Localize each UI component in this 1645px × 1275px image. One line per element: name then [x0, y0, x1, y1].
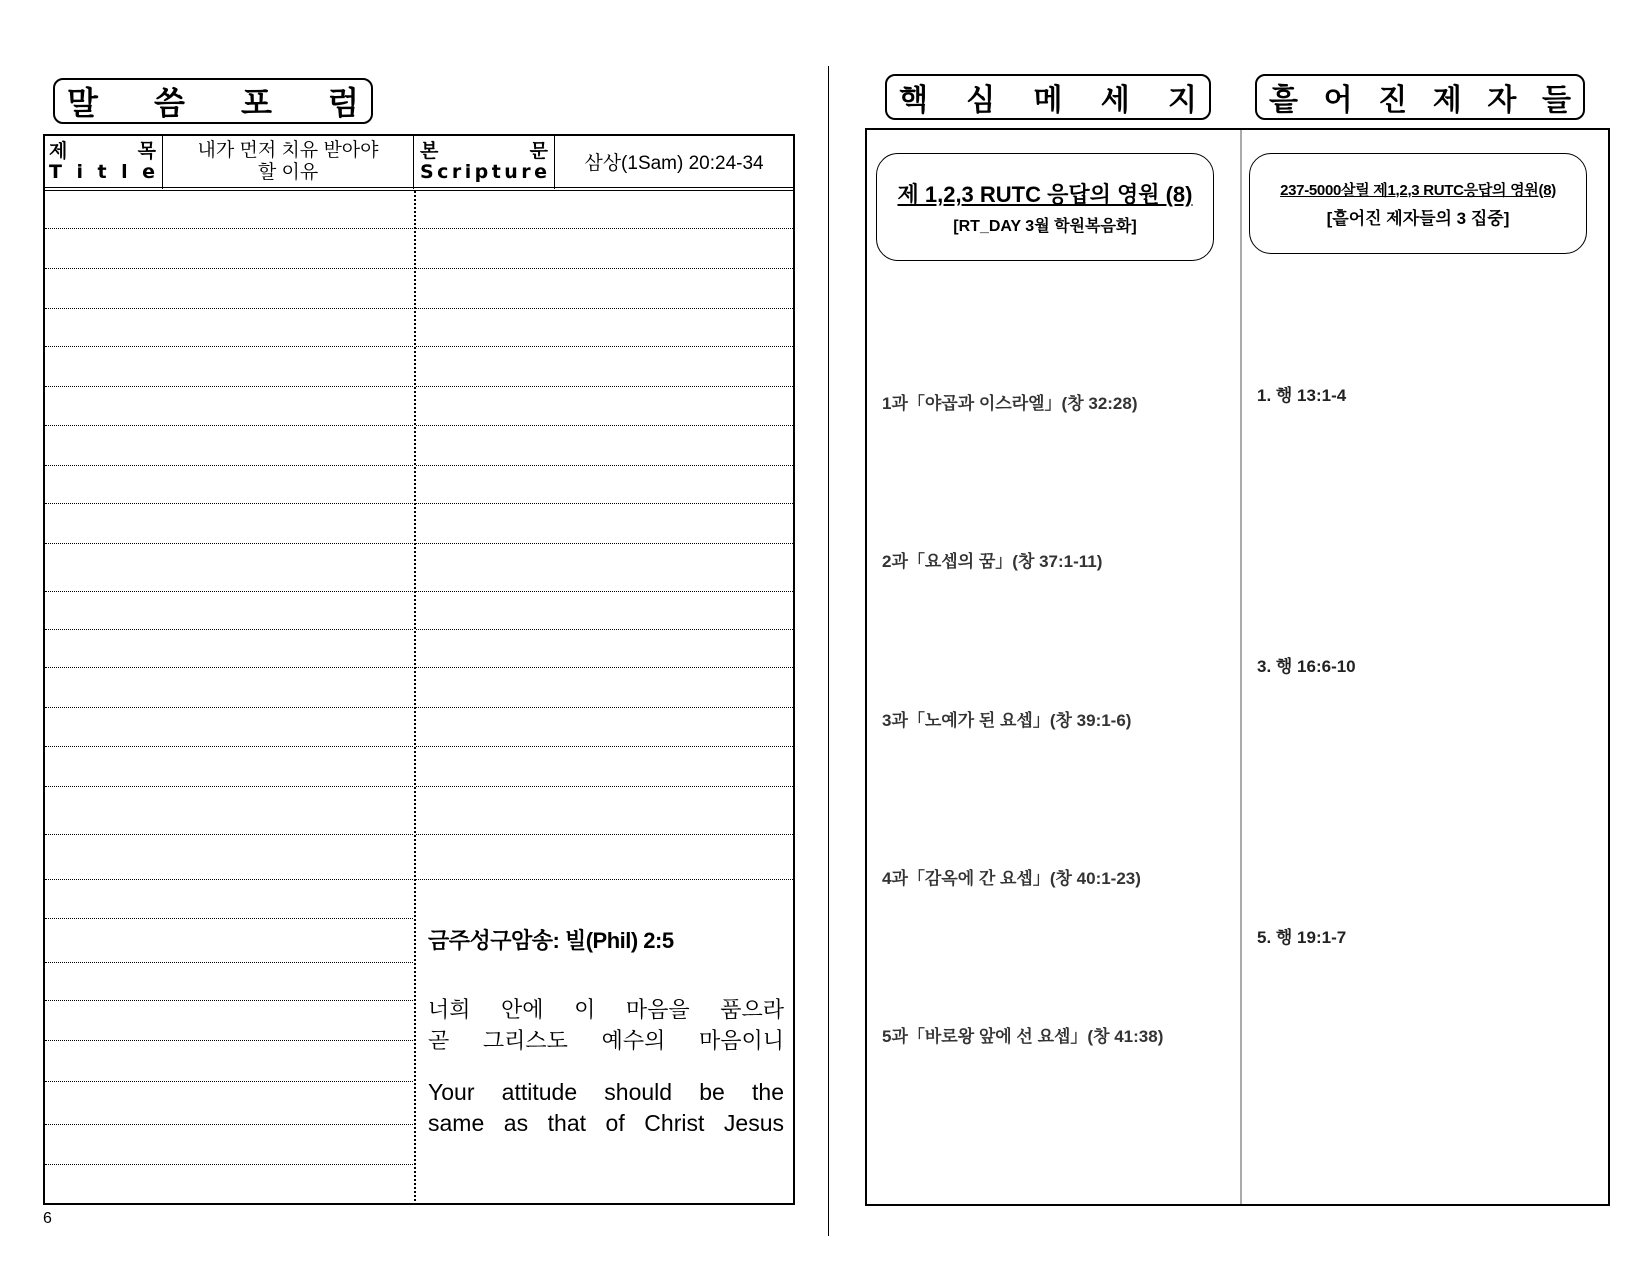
scripture-label-en-char: i [464, 160, 473, 183]
note-line [416, 543, 793, 544]
heading-char: 메 [1033, 83, 1063, 118]
memory-verse-korean [428, 995, 784, 1057]
header-double-rule [43, 187, 795, 191]
note-line [45, 465, 413, 466]
note-line [45, 1081, 413, 1082]
title-label-en-char: l [121, 160, 129, 183]
scripture-label-en-char: p [474, 160, 490, 183]
scripture-label-en-char: r [451, 160, 463, 183]
note-line [45, 962, 413, 963]
heading-char: 포 [241, 84, 272, 122]
note-line [45, 386, 413, 387]
lesson-item: 5과「바로왕 앞에 선 요셉」(창 41:38) [882, 1027, 1164, 1046]
page-gutter-line [828, 66, 829, 1236]
title-label-en-char: T [49, 160, 63, 183]
scripture-label-en-char: e [534, 160, 548, 183]
note-line [45, 268, 413, 269]
note-line [45, 1040, 413, 1041]
heading-char: 말 [67, 84, 98, 122]
sermon-title-line: 할 이유 [257, 161, 319, 183]
note-line [45, 879, 413, 880]
heading-char: 자 [1487, 83, 1517, 118]
heading-char: 진 [1378, 83, 1408, 118]
core-message-subtitle: [RT_DAY 3월 학원복음화] [953, 218, 1137, 235]
scripture-label-en-char: S [420, 160, 435, 183]
heading-char: 럼 [328, 84, 359, 122]
note-line [45, 503, 413, 504]
note-line [416, 308, 793, 309]
note-line [45, 667, 413, 668]
heading-char: 들 [1541, 83, 1571, 118]
note-line [416, 228, 793, 229]
note-line [416, 707, 793, 708]
notes-column-divider [414, 191, 416, 1205]
note-line [416, 268, 793, 269]
scripture-label-en-char: t [491, 160, 502, 183]
scripture-label-en-char: c [437, 160, 450, 183]
sermon-title-line: 내가 먼저 치유 받아야 [197, 139, 379, 161]
note-line [45, 591, 413, 592]
memory-verse-en-line: Your attitude should be the [428, 1079, 784, 1105]
heading-char: 지 [1168, 83, 1197, 118]
outline-column-divider [1240, 130, 1242, 1204]
scattered-disciples-subtitle: [흩어진 제자들의 3 집중] [1326, 208, 1510, 228]
lesson-item: 3과「노예가 된 요셉」(창 39:1-6) [882, 711, 1132, 730]
note-line [45, 1164, 413, 1165]
lesson-item: 4과「감옥에 간 요셉」(창 40:1-23) [882, 869, 1141, 888]
heading-char: 제 [1432, 83, 1462, 118]
lesson-item: 2과「요셉의 꿈」(창 37:1-11) [882, 552, 1103, 571]
lesson-item: 1과「야곱과 이스라엘」(창 32:28) [882, 394, 1138, 413]
memory-verse [428, 924, 784, 1139]
note-line [416, 425, 793, 426]
memory-verse-en-line: same as that of Christ Jesus [428, 1110, 784, 1136]
heading-char: 흩 [1269, 83, 1298, 118]
note-line [45, 746, 413, 747]
scattered-disciples-heading [1255, 74, 1585, 120]
note-line [45, 425, 413, 426]
note-line [45, 308, 413, 309]
note-line [416, 834, 793, 835]
title-label-en-char: e [142, 160, 156, 183]
scripture-label-ko-char: 본 [420, 139, 439, 162]
memory-verse-ko-line: 너희 안에 이 마음을 품으라 [428, 998, 784, 1023]
title-label-cell [43, 134, 163, 189]
heading-char: 심 [966, 83, 996, 118]
note-line [45, 1124, 413, 1125]
note-line [45, 346, 413, 347]
note-line [416, 667, 793, 668]
scripture-value-cell [555, 134, 793, 189]
page-number: 6 [43, 1210, 52, 1227]
note-line [416, 786, 793, 787]
scattered-disciples-box [1249, 153, 1587, 254]
sermon-forum-heading [53, 78, 373, 124]
note-line [45, 228, 413, 229]
note-line [416, 386, 793, 387]
acts-reference: 1. 행 13:1-4 [1257, 386, 1347, 405]
memory-verse-ko-line: 곧 그리스도 예수의 마음이니 [428, 1029, 784, 1054]
note-line [45, 834, 413, 835]
note-line [45, 543, 413, 544]
note-line [45, 918, 413, 919]
title-label-en-char: t [97, 160, 108, 183]
note-line [416, 503, 793, 504]
scripture-label-ko-char: 문 [529, 139, 548, 162]
scripture-label-cell [414, 134, 555, 189]
scattered-disciples-title: 237-5000살릴 제1,2,3 RUTC응답의 영원(8) [1280, 181, 1556, 199]
memory-verse-english [428, 1077, 784, 1139]
scripture-value: 삼상(1Sam) 20:24-34 [584, 153, 764, 174]
note-line [45, 629, 413, 630]
core-message-heading [885, 74, 1211, 120]
sermon-header-row [43, 134, 795, 189]
core-message-box [876, 153, 1214, 261]
note-line [416, 629, 793, 630]
note-line [45, 707, 413, 708]
acts-reference: 3. 행 16:6-10 [1257, 657, 1356, 676]
note-line [416, 346, 793, 347]
note-line [416, 591, 793, 592]
sermon-title-cell [163, 134, 414, 189]
heading-char: 세 [1100, 83, 1130, 118]
note-line [416, 465, 793, 466]
title-label-ko-char: 제 [49, 139, 68, 162]
scripture-label-en-char: u [504, 160, 519, 183]
heading-char: 씀 [154, 84, 185, 122]
acts-reference: 5. 행 19:1-7 [1257, 928, 1347, 947]
note-line [416, 746, 793, 747]
heading-char: 어 [1323, 83, 1353, 118]
note-line [45, 1000, 413, 1001]
core-message-title: 제 1,2,3 RUTC 응답의 영원 (8) [897, 182, 1193, 207]
heading-char: 핵 [899, 83, 928, 118]
memory-verse-ref: 금주성구암송: 빌(Phil) 2:5 [428, 928, 674, 953]
title-label-ko-char: 목 [137, 139, 156, 162]
title-label-en-char: i [76, 160, 84, 183]
note-line [45, 786, 413, 787]
note-line [416, 879, 793, 880]
scripture-label-en-char: r [521, 160, 532, 183]
